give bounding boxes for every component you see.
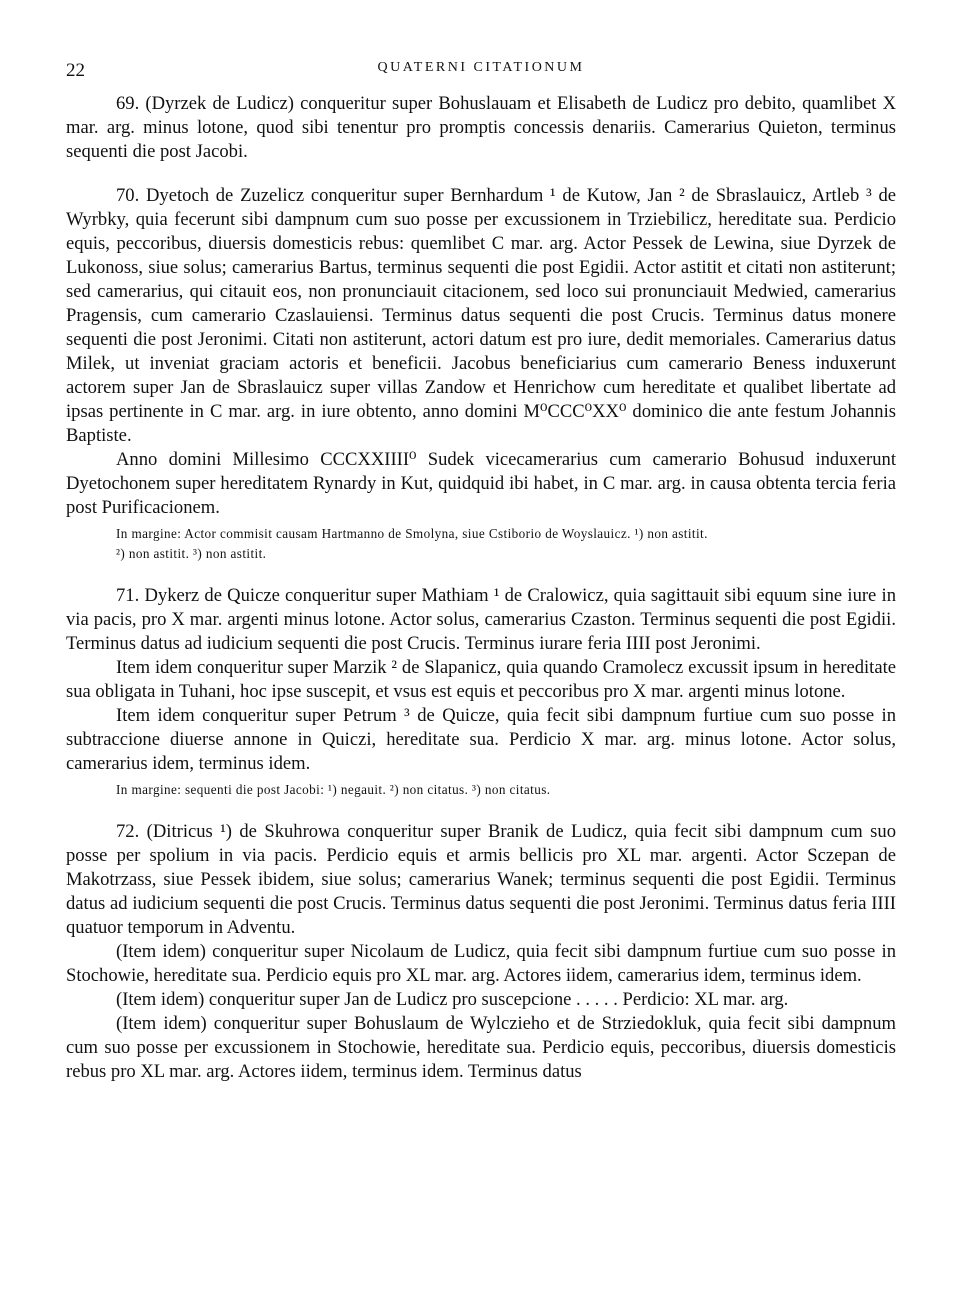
entry-paragraph: (Item idem) conqueritur super Jan de Ludicz pro suscepcione . . . . . Perdicio: XL mar. arg.	[116, 989, 789, 1010]
entry-69	[66, 92, 896, 164]
entry-paragraph: 69. (Dyrzek de Ludicz) conqueritur super Bohuslauam et Elisabeth de Ludicz pro debito, quamlibet X mar. arg. minus lotone, quod sibi tenentur pro promptis concessis denariis. Camerarius Quieton, terminus sequenti die post Jacobi.	[66, 93, 896, 162]
running-header	[66, 54, 896, 88]
entry-71	[66, 584, 896, 800]
entry-paragraph: 70. Dyetoch de Zuzelicz conqueritur super Bernhardum ¹ de Kutow, Jan ² de Sbraslauicz, Artleb ³ de Wyrbky, quia fecerunt sibi dampnum cum suo posse per excussionem in Trziebilicz, hereditate sua. Perdicio equis, peccoribus, diuersis domesticis rebus: quemlibet C mar. arg. Actor Pessek de Lewina, siue Dyrzek de Lukonoss, siue solus; camerarius Bartus, terminus sequenti die post Egidii. Actor astitit et citati non astiterunt; sed camerarius, qui citauit eos, non pronunciauit citacionem, sed loco sui pronunciauit Medwied, camerarius Pragensis, cum camerario Czaslauiensi. Terminus datus sequenti die post Crucis. Terminus datus monere sequenti die post Jeronimi. Citati non astiterunt, actori datum est pro iure, dedit memoriales. Camerarius datus Milek, ut inveniat graciam actoris et beneficii. Jacobus beneficiarius cum camerario Beness induxerunt actorem super Jan de Sbraslauicz super villas Zandow et Henrichow cum hereditate et qualibet libertate ad ipsas pertinente in C mar. arg. in iure obtento, anno domini M⁰CCC⁰XX⁰ dominico die ante festum Johannis Baptiste.	[66, 185, 896, 446]
entry-paragraph: Item idem conqueritur super Petrum ³ de Quicze, quia fecit sibi dampnum furtiue cum suo posse in subtraccione diuerse annone in Quiczi, hereditate sua. Perdicio X mar. arg. minus lotone. Actor solus, camerarius idem, terminus idem.	[66, 705, 896, 774]
entry-paragraph: 72. (Ditricus ¹) de Skuhrowa conqueritur super Branik de Ludicz, quia fecit sibi dampnum cum suo posse per spolium in via pacis. Perdicio equis et armis bellicis pro XL mar. argenti. Actor Sczepan de Makotrzass, siue Pessek ibidem, siue solus; camerarius Wanek; terminus sequenti die post Egidii. Terminus datus ad iudicium sequenti die post Crucis. Terminus datus sequenti die post Jeronimi. Terminus datus feria IIII quatuor temporum in Adventu.	[66, 821, 896, 938]
margin-note-line: In margine: Actor commisit causam Hartmanno de Smolyna, siue Cstiborio de Woyslauicz. ¹) non astitit.	[116, 526, 708, 541]
entry-72	[66, 820, 896, 1084]
margin-note	[116, 524, 896, 564]
margin-note	[116, 780, 896, 800]
entry-paragraph: Item idem conqueritur super Marzik ² de Slapanicz, quia quando Cramolecz excussit ipsum in hereditate sua obligata in Tuhani, hoc ipse suscepit, et vsus est equis et peccoribus pro X mar. argenti minus lotone.	[66, 657, 896, 702]
entry-paragraph: (Item idem) conqueritur super Bohuslaum de Wylczieho et de Strziedokluk, quia fecit sibi dampnum cum suo posse per excussionem in Stochowie, hereditate sua. Perdicio equis, peccoribus, diuersis domesticis rebus pro XL mar. arg. Actores iidem, terminus idem. Terminus datus	[66, 1013, 896, 1082]
margin-note-line: ²) non astitit. ³) non astitit.	[116, 546, 267, 561]
entry-70	[66, 184, 896, 564]
entry-paragraph: 71. Dykerz de Quicze conqueritur super Mathiam ¹ de Cralowicz, quia sagittauit sibi equum sine iure in via pacis, pro X mar. argenti minus lotone. Actor solus, camerarius Czaston. Terminus sequenti die post Egidii. Terminus datus ad iudicium sequenti die post Crucis. Terminus iurare feria IIII post Jeronimi.	[66, 585, 896, 654]
margin-note-line: In margine: sequenti die post Jacobi: ¹) negauit. ²) non citatus. ³) non citatus.	[116, 782, 551, 797]
running-title: QUATERNI CITATIONUM	[377, 60, 585, 75]
page-number: 22	[66, 60, 85, 81]
entry-paragraph: Anno domini Millesimo CCCXXIIII⁰ Sudek vicecamerarius cum camerario Bohusud induxerunt Dyetochonem super hereditatem Rynardy in Kut, quidquid ibi habet, in C mar. arg. in causa obtenta tercia feria post Purificacionem.	[66, 449, 896, 518]
entry-paragraph: (Item idem) conqueritur super Nicolaum de Ludicz, quia fecit sibi dampnum furtiue cum suo posse in Stochowie, hereditate sua. Perdicio equis pro XL mar. arg. Actores iidem, camerarius idem, terminus idem.	[66, 941, 896, 986]
